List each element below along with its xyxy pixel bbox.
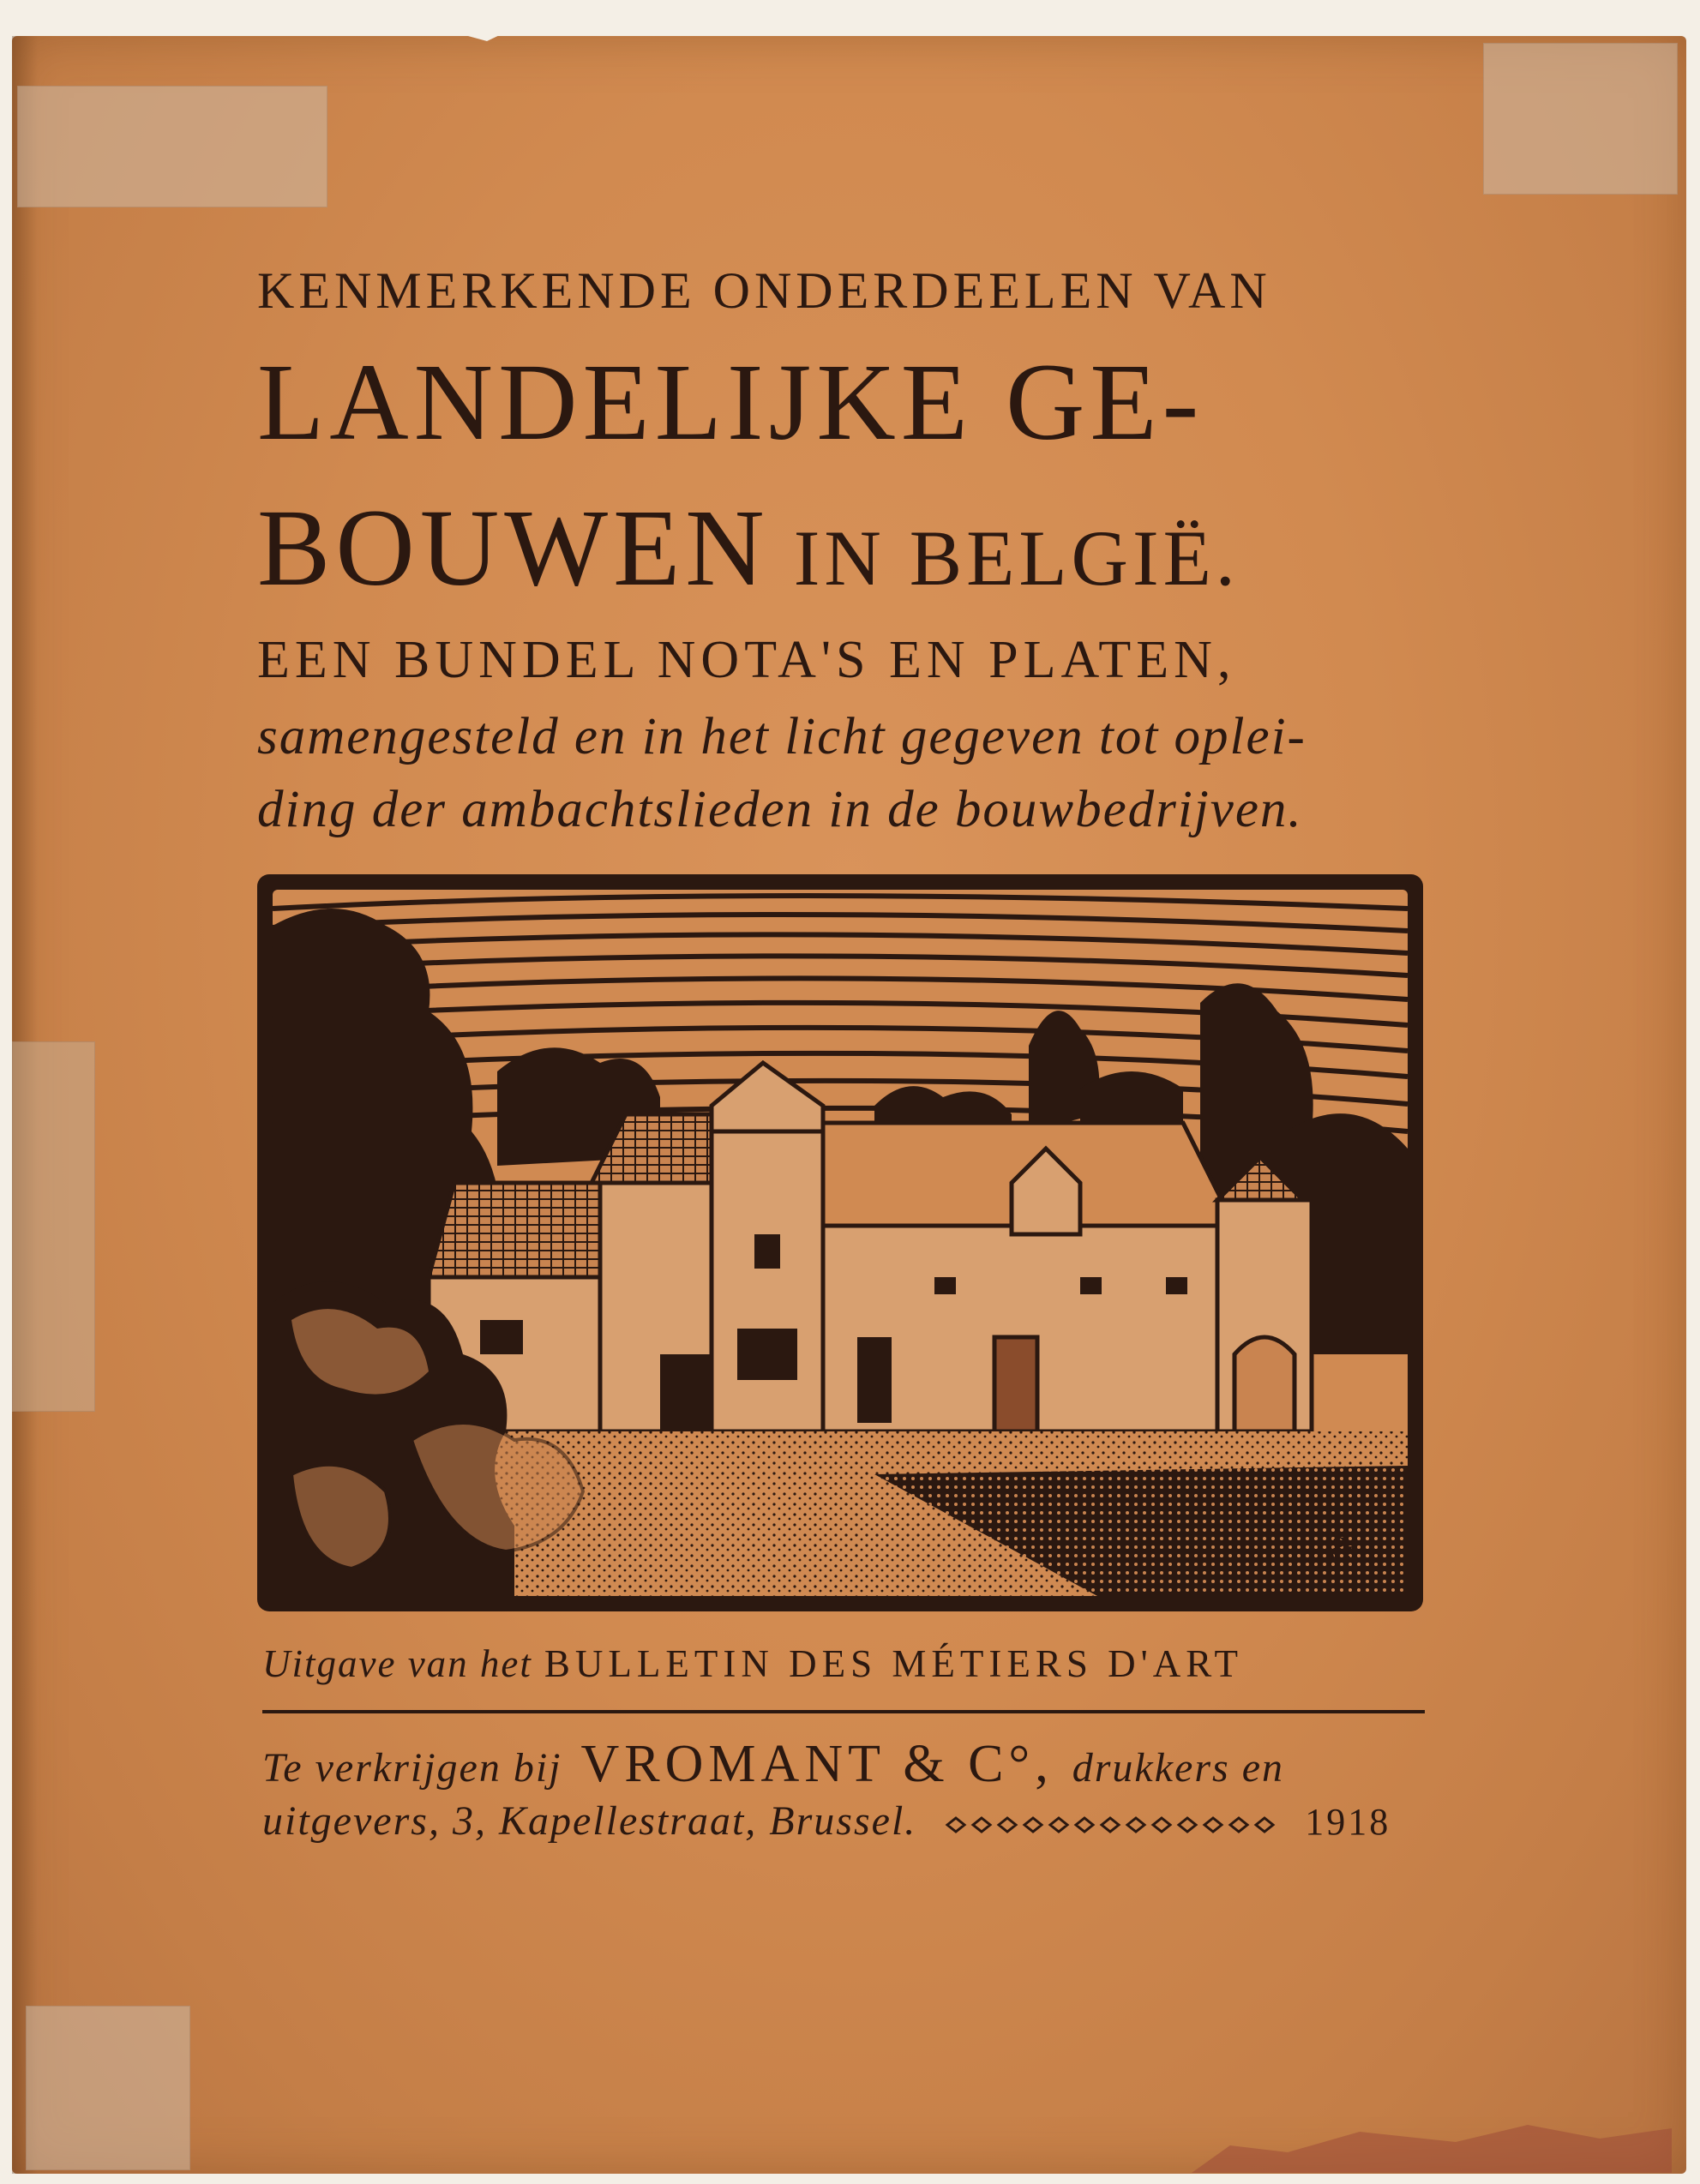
firm-name: VROMANT & C°, (580, 1735, 1054, 1793)
artist-monogram: & (1329, 1529, 1356, 1568)
tape-top-right (1483, 43, 1678, 195)
title-big-word: BOUWEN (257, 487, 770, 609)
address-line: uitgevers, 3, Kapellestraat, Brussel. (262, 1798, 917, 1844)
title-line-2 (257, 487, 1440, 609)
woodcut-svg (257, 874, 1423, 1611)
description-line-2: ding der ambachtslieden in de bouwbedrijven. (257, 781, 1303, 838)
availability-suffix: drukkers en (1072, 1745, 1284, 1791)
subtitle-top: KENMERKENDE ONDERDEELEN VAN (257, 262, 1271, 319)
tape-middle-left (12, 1041, 95, 1412)
title-small-words: IN BELGIË. (769, 514, 1240, 602)
tape-bottom-left (26, 2006, 190, 2170)
availability-line-2 (262, 1797, 1391, 1845)
divider-rule (262, 1710, 1425, 1713)
ornament-border-icon (944, 1815, 1283, 1834)
publisher-line (262, 1641, 1243, 1686)
farmhouse-woodcut-illustration (257, 874, 1423, 1611)
tape-top-left (17, 86, 327, 207)
publisher-prefix: Uitgave van het (262, 1642, 532, 1685)
availability-line-1 (262, 1734, 1284, 1795)
description-line-1: samengesteld en in het licht gegeven tot oplei- (257, 708, 1307, 765)
publication-year: 1918 (1305, 1801, 1391, 1843)
publisher-name: BULLETIN DES MÉTIERS D'ART (544, 1642, 1244, 1685)
title-line-1: LANDELIJKE GE- (257, 341, 1204, 463)
availability-prefix: Te verkrijgen bij (262, 1745, 562, 1791)
collection-line: EEN BUNDEL NOTA'S EN PLATEN, (257, 631, 1236, 689)
